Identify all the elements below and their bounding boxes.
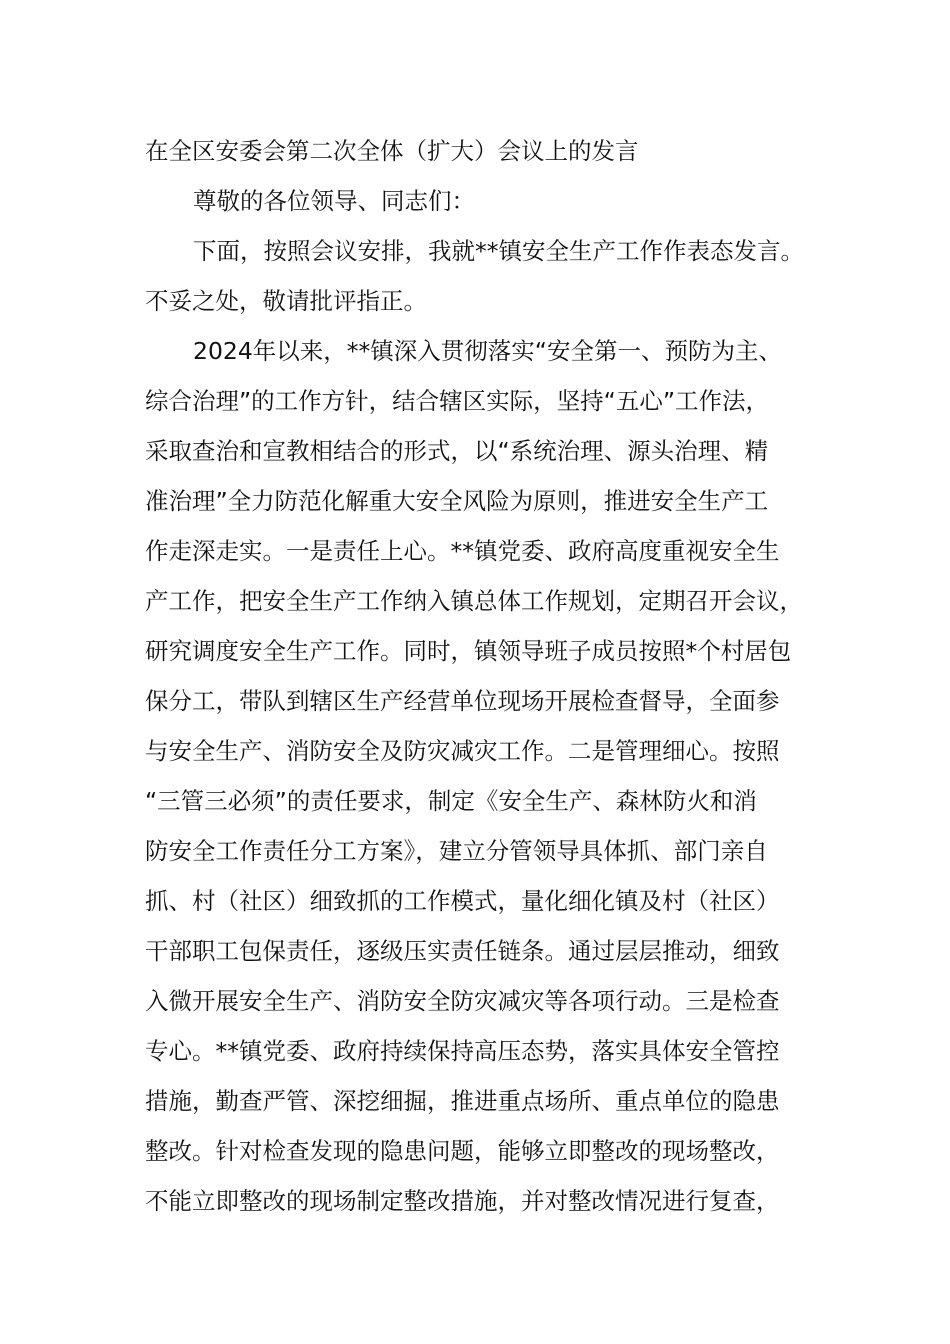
paragraph-line: 采取查治和宣教相结合的形式，以“系统治理、源头治理、精 xyxy=(145,437,769,465)
paragraph-line: 产工作，把安全生产工作纳入镇总体工作规划，定期召开会议， xyxy=(145,587,803,615)
paragraph-line: 综合治理”的工作方针，结合辖区实际，坚持“五心”工作法， xyxy=(145,387,770,415)
paragraph-line: 下面，按照会议安排，我就**镇安全生产工作作表态发言。 xyxy=(193,237,804,265)
paragraph-line: 2024年以来，**镇深入贯彻落实“安全第一、预防为主、 xyxy=(193,337,782,365)
paragraph-line: 干部职工包保责任，逐级压实责任链条。通过层层推动，细致 xyxy=(145,937,780,965)
paragraph-line: 与安全生产、消防安全及防灾减灾工作。二是管理细心。按照 xyxy=(145,737,780,765)
paragraph-line: 不能立即整改的现场制定整改措施，并对整改情况进行复查， xyxy=(145,1187,780,1215)
paragraph-line: 研究调度安全生产工作。同时，镇领导班子成员按照*个村居包 xyxy=(145,637,792,665)
paragraph-line: 不妥之处，敬请批评指正。 xyxy=(145,287,427,315)
paragraph-line: 抓、村（社区）细致抓的工作模式，量化细化镇及村（社区） xyxy=(145,887,780,915)
paragraph-line: “三管三必须”的责任要求，制定《安全生产、森林防火和消 xyxy=(145,787,757,815)
document-title: 在全区安委会第二次全体（扩大）会议上的发言 xyxy=(145,137,639,165)
salutation: 尊敬的各位领导、同志们： xyxy=(193,187,475,215)
paragraph-line: 措施，勤查严管、深挖细掘，推进重点场所、重点单位的隐患 xyxy=(145,1087,780,1115)
paragraph-line: 作走深走实。一是责任上心。**镇党委、政府高度重视安全生 xyxy=(145,537,780,565)
paragraph-line: 整改。针对检查发现的隐患问题，能够立即整改的现场整改， xyxy=(145,1137,780,1165)
paragraph-line: 入微开展安全生产、消防安全防灾减灾等各项行动。三是检查 xyxy=(145,987,780,1015)
paragraph-line: 准治理”全力防范化解重大安全风险为原则，推进安全生产工 xyxy=(145,487,769,515)
paragraph-line: 防安全工作责任分工方案》，建立分管领导具体抓、部门亲自 xyxy=(145,837,768,865)
paragraph-line: 专心。**镇党委、政府持续保持高压态势，落实具体安全管控 xyxy=(145,1037,780,1065)
paragraph-line: 保分工，带队到辖区生产经营单位现场开展检查督导，全面参 xyxy=(145,687,780,715)
